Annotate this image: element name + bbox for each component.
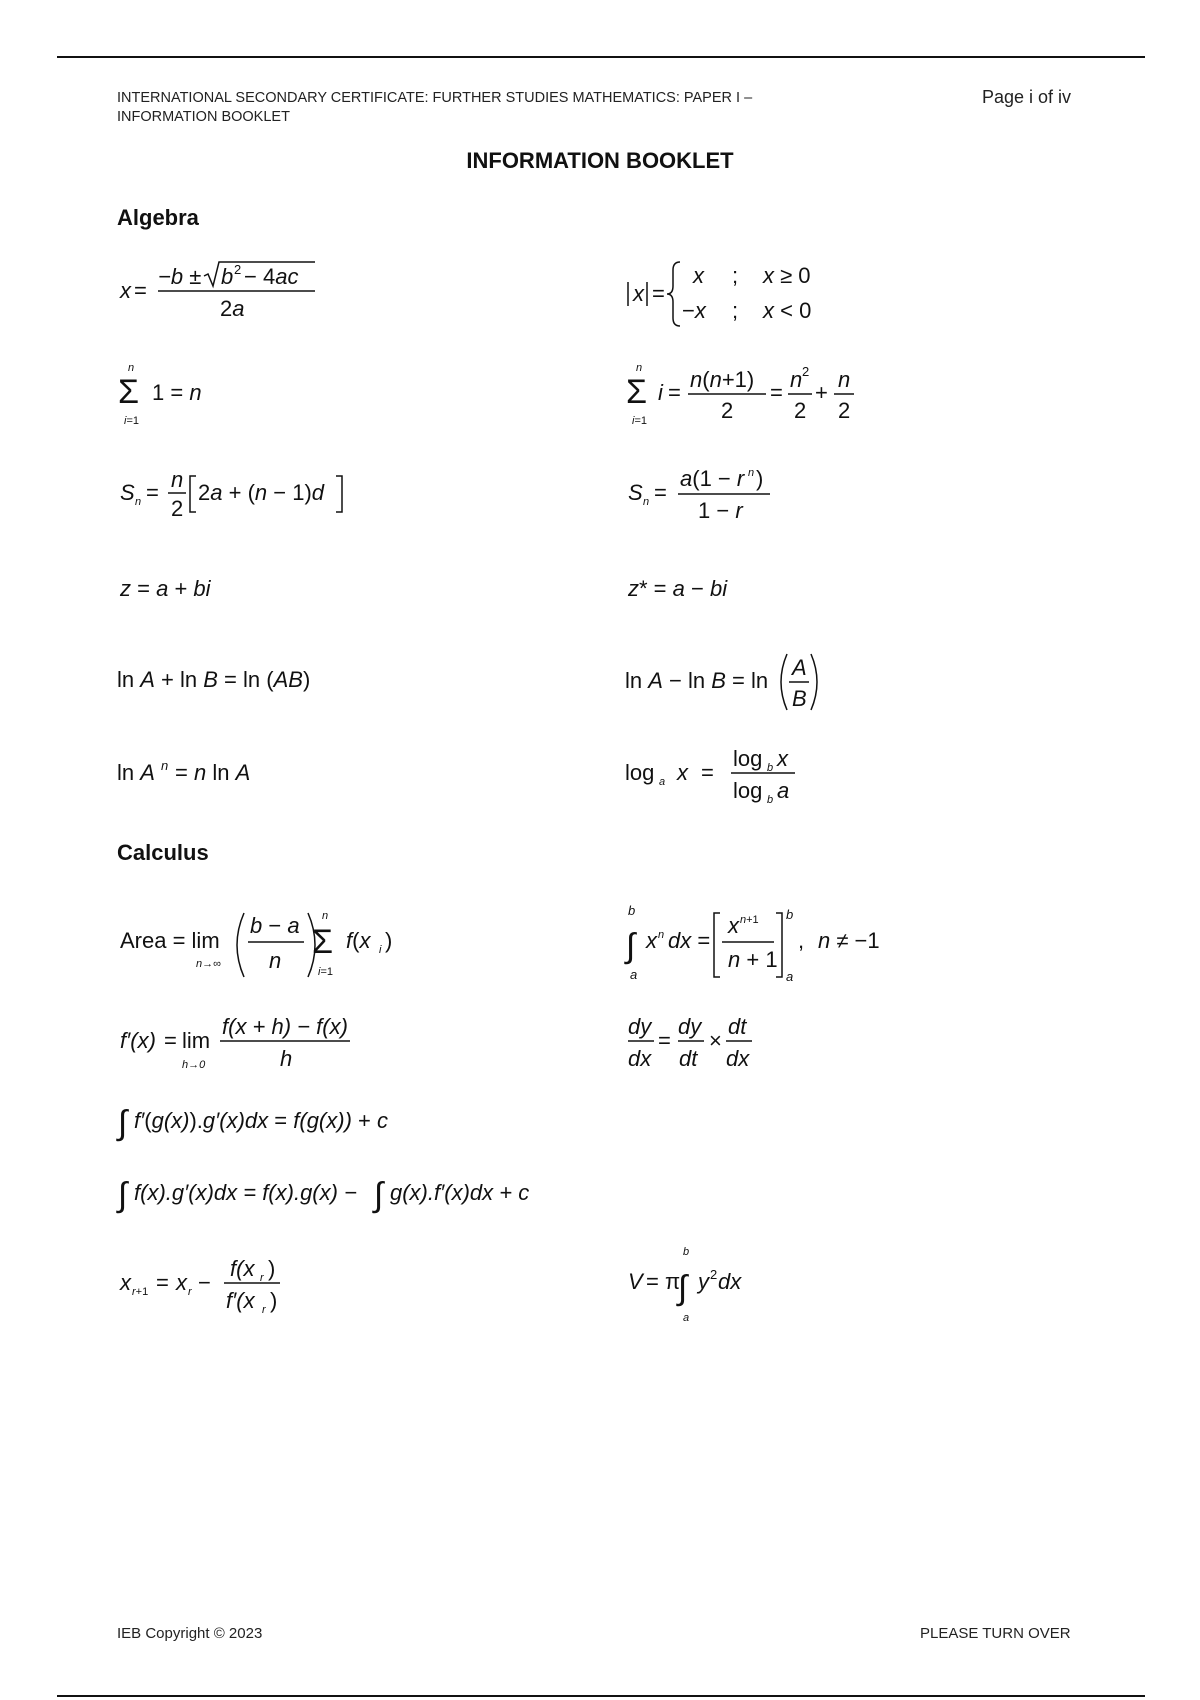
svg-text:∫: ∫ <box>118 1176 128 1214</box>
svg-text:n + 1: n + 1 <box>728 947 778 972</box>
svg-text:n(n+1): n(n+1) <box>690 367 755 392</box>
svg-text:dt: dt <box>679 1046 698 1071</box>
svg-text:lim: lim <box>182 1028 211 1053</box>
formula-complex-number <box>120 574 280 604</box>
svg-text:n: n <box>658 929 665 941</box>
header-line-1: INTERNATIONAL SECONDARY CERTIFICATE: FURTHER STUDIES MATHEMATICS: PAPER I – <box>117 90 753 106</box>
svg-text:x: x <box>677 760 688 785</box>
formula-quadratic <box>120 258 320 328</box>
svg-text:): ) <box>268 1256 276 1281</box>
svg-text:n: n <box>838 367 851 392</box>
formula-change-of-base-graphic <box>625 740 825 810</box>
formula-sum-one <box>120 360 240 430</box>
formula-integration-by-parts-graphic <box>120 1172 560 1222</box>
svg-text:a: a <box>786 969 794 984</box>
svg-text:log: log <box>733 778 763 803</box>
svg-text:r: r <box>188 1286 192 1298</box>
svg-text:n: n <box>161 758 169 773</box>
svg-text:∫: ∫ <box>626 927 636 965</box>
svg-text:): ) <box>270 1288 278 1313</box>
svg-text:1 = n: 1 = n <box>152 380 202 405</box>
svg-text:x: x <box>693 263 704 288</box>
svg-text:Σ: Σ <box>312 923 334 961</box>
svg-text:i: i <box>658 380 663 405</box>
svg-text:n: n <box>643 496 650 508</box>
svg-text:dx: dx <box>718 1269 742 1294</box>
svg-text:n: n <box>636 362 643 374</box>
svg-text:2: 2 <box>802 364 810 379</box>
svg-text:∫: ∫ <box>678 1269 688 1307</box>
svg-text:x: x <box>176 1270 187 1295</box>
formula-volume-of-revolution-graphic <box>628 1245 788 1325</box>
formula-log-product-graphic <box>117 665 357 695</box>
svg-text:n→∞: n→∞ <box>196 958 221 970</box>
svg-text:b: b <box>221 264 234 289</box>
svg-text:a(1 − r: a(1 − r <box>680 466 745 491</box>
formula-integration-by-parts <box>120 1172 560 1222</box>
svg-text:=: = <box>146 480 159 505</box>
svg-text:ln A − ln B = ln: ln A − ln B = ln <box>625 668 769 693</box>
svg-text:f′(x): f′(x) <box>120 1028 156 1053</box>
svg-text:h→0: h→0 <box>182 1059 206 1071</box>
svg-text:2: 2 <box>721 398 734 423</box>
svg-text:dt: dt <box>728 1014 747 1039</box>
svg-text:z* = a − bi: z* = a − bi <box>628 576 728 601</box>
svg-text:log: log <box>733 746 763 771</box>
formula-power-integral-graphic <box>628 905 908 985</box>
formula-area-limit <box>120 905 420 985</box>
svg-text:a: a <box>630 967 638 982</box>
formula-log-product <box>117 665 357 695</box>
svg-text:b: b <box>786 907 794 922</box>
svg-text:∫: ∫ <box>374 1176 384 1214</box>
formula-arithmetic-series <box>120 460 360 530</box>
formula-substitution-rule <box>120 1100 440 1150</box>
svg-text:2: 2 <box>710 1267 718 1282</box>
svg-text:g(x).f′(x)dx + c: g(x).f′(x)dx + c <box>390 1180 530 1205</box>
formula-complex-conjugate-graphic <box>628 574 788 604</box>
svg-text:n+1: n+1 <box>740 914 759 926</box>
svg-text:+: + <box>815 380 828 405</box>
svg-text:x: x <box>728 913 739 938</box>
bottom-rule <box>57 1695 1145 1697</box>
svg-text:r: r <box>260 1272 264 1284</box>
svg-text:x: x <box>646 928 657 953</box>
formula-area-limit-graphic <box>120 905 420 985</box>
svg-text:=: = <box>668 380 681 405</box>
svg-text:dy: dy <box>678 1014 702 1039</box>
svg-text:f(x: f(x <box>346 928 371 953</box>
svg-text:n: n <box>790 367 803 392</box>
svg-text:x: x <box>120 278 131 303</box>
svg-text:−: − <box>198 1270 211 1295</box>
svg-text:,: , <box>798 928 805 953</box>
svg-text:b: b <box>628 903 636 918</box>
svg-text:n: n <box>269 948 282 973</box>
svg-text:V: V <box>628 1269 643 1294</box>
formula-sum-i-graphic <box>628 360 868 430</box>
svg-text:a: a <box>659 776 666 788</box>
formula-complex-conjugate <box>628 574 788 604</box>
formula-quadratic-graphic <box>120 258 320 328</box>
formula-newton-raphson-graphic <box>120 1250 320 1320</box>
formula-geometric-series-graphic <box>628 460 788 530</box>
svg-text:n ≠ −1: n ≠ −1 <box>818 928 880 953</box>
svg-text:S: S <box>120 480 135 505</box>
svg-text:z = a + bi: z = a + bi <box>120 576 211 601</box>
formula-sum-i <box>628 360 868 430</box>
svg-text:=: = <box>654 480 667 505</box>
svg-text:n: n <box>128 362 135 374</box>
formula-log-quotient <box>625 648 845 718</box>
svg-text:i=1: i=1 <box>632 415 647 427</box>
svg-text:S: S <box>628 480 643 505</box>
top-rule <box>57 56 1145 58</box>
formula-complex-number-graphic <box>120 574 280 604</box>
svg-text:x: x <box>633 281 644 306</box>
svg-text:;: ; <box>732 298 739 323</box>
formula-change-of-base <box>625 740 825 810</box>
svg-text:2: 2 <box>234 262 242 277</box>
svg-text:f(x: f(x <box>230 1256 255 1281</box>
svg-text:2: 2 <box>838 398 851 423</box>
svg-text:h: h <box>280 1046 293 1071</box>
document-header <box>117 89 877 127</box>
svg-text:=: = <box>658 1028 671 1053</box>
svg-text:a: a <box>683 1312 690 1324</box>
svg-text:2a: 2a <box>220 296 245 321</box>
svg-text:x: x <box>777 746 788 771</box>
formula-log-power <box>117 758 317 788</box>
formula-substitution-rule-graphic <box>120 1100 440 1150</box>
svg-text:n: n <box>322 910 329 922</box>
formula-newton-raphson <box>120 1250 320 1320</box>
svg-text:b: b <box>767 762 774 774</box>
svg-text:x: x <box>120 1270 131 1295</box>
svg-text:Σ: Σ <box>626 373 648 411</box>
formula-chain-rule-graphic <box>628 1008 788 1078</box>
svg-text:Area = lim: Area = lim <box>120 928 220 953</box>
formula-sum-one-graphic <box>120 360 240 430</box>
svg-text:n: n <box>748 467 755 479</box>
formula-log-power-graphic <box>117 758 317 788</box>
svg-text:i=1: i=1 <box>124 415 139 427</box>
svg-text:r+1: r+1 <box>132 1286 149 1298</box>
svg-text:−x: −x <box>682 298 706 323</box>
formula-derivative-definition <box>120 1008 360 1078</box>
svg-text:f(x).g′(x)dx = f(x).g(x) −: f(x).g′(x)dx = f(x).g(x) − <box>134 1180 357 1205</box>
svg-text:= π: = π <box>646 1269 681 1294</box>
svg-text:a: a <box>777 778 790 803</box>
svg-text:=: = <box>164 1028 177 1053</box>
formula-power-integral <box>628 905 908 985</box>
svg-text:): ) <box>756 466 764 491</box>
svg-text:= n ln A: = n ln A <box>175 760 251 785</box>
svg-text:i: i <box>379 944 382 956</box>
svg-text:dx: dx <box>726 1046 750 1071</box>
svg-text:i=1: i=1 <box>318 966 333 978</box>
svg-text:dx =: dx = <box>668 928 711 953</box>
svg-text:− 4ac: − 4ac <box>244 264 299 289</box>
svg-text:=: = <box>652 281 665 306</box>
section-heading-algebra: Algebra <box>117 205 199 230</box>
svg-text:f′(g(x)).g′(x)dx = f(g(x)) + c: f′(g(x)).g′(x)dx = f(g(x)) + c <box>134 1108 388 1133</box>
header-line-2: INFORMATION BOOKLET <box>117 109 290 125</box>
formula-geometric-series <box>628 460 788 530</box>
svg-text:dy: dy <box>628 1014 652 1039</box>
svg-text:A: A <box>792 655 807 680</box>
svg-text:=: = <box>134 278 147 303</box>
formula-absolute-value <box>625 258 825 328</box>
copyright-notice: IEB Copyright © 2023 <box>117 1625 263 1642</box>
svg-text:B: B <box>792 686 807 711</box>
svg-text:r: r <box>262 1304 266 1316</box>
svg-text:−b ±: −b ± <box>158 264 202 289</box>
svg-text:;: ; <box>732 263 739 288</box>
formula-chain-rule <box>628 1008 788 1078</box>
formula-arithmetic-series-graphic <box>120 460 360 530</box>
svg-text:x < 0: x < 0 <box>763 298 812 323</box>
svg-text:): ) <box>385 928 393 953</box>
turn-over-notice: PLEASE TURN OVER <box>920 1625 1071 1642</box>
svg-text:2a + (n − 1)d: 2a + (n − 1)d <box>198 480 325 505</box>
svg-text:b: b <box>767 794 774 806</box>
page-number: Page i of iv <box>982 87 1072 107</box>
svg-text:y: y <box>698 1269 709 1294</box>
svg-text:x ≥ 0: x ≥ 0 <box>763 263 811 288</box>
svg-text:b − a: b − a <box>250 913 300 938</box>
svg-text:f(x + h) − f(x): f(x + h) − f(x) <box>222 1014 348 1039</box>
svg-text:ln A + ln B = ln (AB): ln A + ln B = ln (AB) <box>117 667 311 692</box>
svg-text:b: b <box>683 1246 690 1258</box>
svg-text:∫: ∫ <box>118 1104 128 1142</box>
formula-derivative-definition-graphic <box>120 1008 360 1078</box>
svg-text:2: 2 <box>794 398 807 423</box>
page-title: INFORMATION BOOKLET <box>466 148 734 173</box>
svg-text:1 − r: 1 − r <box>698 498 743 523</box>
svg-text:ln A: ln A <box>117 760 155 785</box>
svg-text:f′(x: f′(x <box>226 1288 255 1313</box>
svg-text:=: = <box>156 1270 169 1295</box>
svg-text:2: 2 <box>171 496 184 521</box>
svg-text:=: = <box>770 380 783 405</box>
svg-text:n: n <box>135 496 142 508</box>
svg-text:n: n <box>171 467 184 492</box>
formula-absolute-value-graphic <box>625 258 825 328</box>
svg-text:=: = <box>701 760 714 785</box>
section-heading-calculus: Calculus <box>117 840 209 865</box>
formula-log-quotient-graphic <box>625 648 845 718</box>
svg-text:×: × <box>709 1028 722 1053</box>
formula-volume-of-revolution <box>628 1245 788 1325</box>
svg-text:dx: dx <box>628 1046 652 1071</box>
svg-text:Σ: Σ <box>118 373 140 411</box>
svg-text:log: log <box>625 760 655 785</box>
